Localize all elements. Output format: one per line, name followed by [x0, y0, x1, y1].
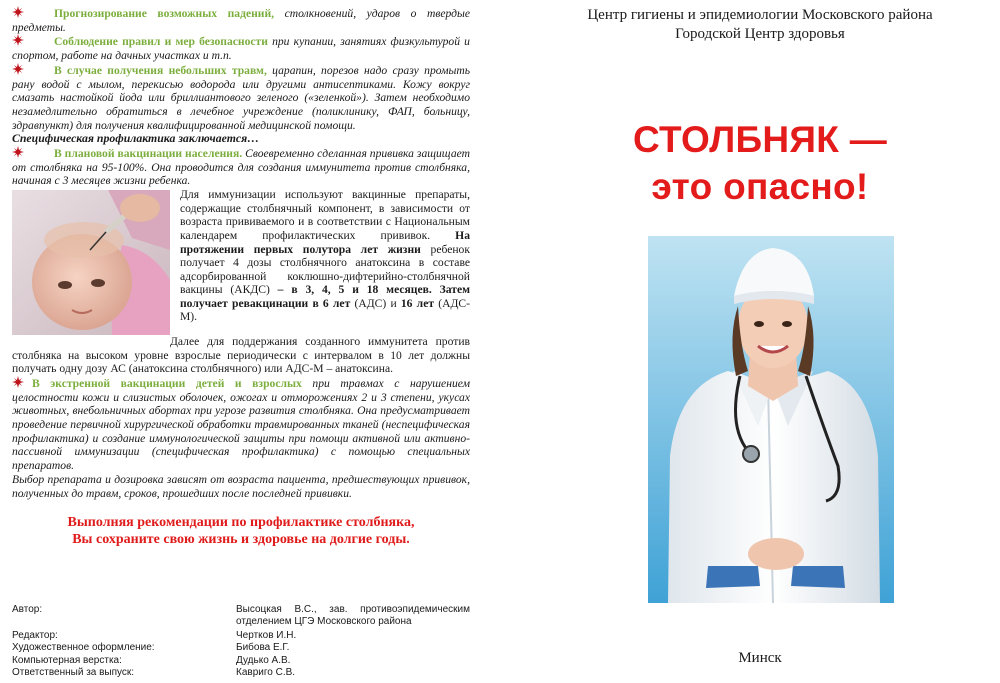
bullet-planned-vaccination	[12, 146, 470, 188]
specific-prophylaxis-heading: Специфическая профилактика заключается…	[12, 131, 260, 146]
bullet-minor-injuries	[12, 63, 470, 133]
bullet-safety-highlight: Соблюдение правил и мер безопасности	[54, 35, 268, 49]
credit-responsible-label: Ответственный за выпуск:	[12, 667, 135, 678]
bullet-prognosis-text: столкновений, ударов о твердые предметы.	[12, 7, 471, 34]
city-name: Минск	[738, 650, 782, 666]
red-star-bullet-icon	[12, 63, 24, 75]
credit-art-label: Художественное оформление:	[12, 642, 155, 653]
red-star-bullet-icon	[12, 6, 24, 18]
drug-choice-text: Выбор препарата и дозировка зависят от возраста пациента, предшествующих прививок, полученных до травм, сроков, прошедших после последней прививки.	[12, 472, 470, 500]
left-panel	[12, 0, 470, 683]
credit-responsible-value: Кавриго С.В.	[236, 667, 296, 678]
vaccination-para1: Для иммунизации используют вакцинные препараты, содержащие столбнячный компонент, в зависимости от возраста прививаемого и в соответствии с Национальным календарем профилактических прививок.	[180, 188, 470, 242]
right-panel	[530, 0, 990, 683]
bullet-emergency-text: при травмах с нарушением целостности кожи и слизистых оболочек, ожогах и отморожениях 2 и 3 степени, укусах животных, внебольничных абортах при угрозе развития столбняка. Она предусматривает проведение первичной хирургической обработки травмированных тканей (неспецифическая профилактика) и создание иммунологической защиты при помощи активной или активно-пассивной иммунизации (специфическая профилактика) с помощью специальных препаратов.	[12, 376, 471, 473]
red-star-bullet-icon	[12, 146, 24, 158]
vaccination-first-years: На протяжении первых полутора лет жизни	[180, 228, 470, 256]
vaccination-schedule: – в 3, 4, 5 и 18 месяцев. Затем получает ревакцинации в 6 лет	[180, 283, 470, 310]
bullet-injuries-highlight: В случае получения небольших травм,	[54, 63, 267, 77]
baby-vaccination-photo	[12, 190, 170, 335]
call-to-action-line2: Вы сохраните свою жизнь и здоровье на долгие годы.	[72, 532, 410, 548]
vaccination-adsm: (АДС-М).	[180, 296, 470, 324]
credit-art-value: Бибова Е.Г.	[236, 642, 290, 653]
bullet-safety-text: при купании, занятиях физкультурой и спортом, работе на дачных участках и т.п.	[12, 35, 470, 63]
vaccination-doses: ребенок получает 4 дозы столбнячного анатоксина в составе адсорбированной коклюшно-дифтерийно-столбнячной вакцины (АКДС)	[180, 242, 470, 297]
bullet-planned-text: Своевременно сделанная прививка защищает от столбняка на 95-100%. Она проводится для создания иммунитета против столбняка, начиная с 3 месяцев жизни ребенка.	[12, 147, 470, 188]
organization-header	[530, 6, 990, 44]
title-line2: это опасно!	[651, 166, 869, 207]
bullet-emergency-vaccination	[12, 376, 470, 473]
credit-layout-value: Дудько А.В.	[236, 655, 291, 666]
organization-name: Центр гигиены и эпидемиологии Московского района	[587, 7, 933, 23]
bullet-prognosis	[12, 6, 470, 34]
bullet-injuries-text: царапин, порезов надо сразу промыть рану водой с мылом, перекисью водорода или другими антисептиками. Кожу вокруг смазать настойкой йода или бриллиантового зеленого («зеленкой»). Затем необходимо незамедлительно обратиться в лечебное учреждение (поликлинику, ФАП, больницу, здравпункт) для получения квалифицированной медицинской помощи.	[12, 63, 470, 132]
credit-author-value: Высоцкая В.С., зав. противоэпидемическим отделением ЦГЭ Московского района	[236, 604, 470, 627]
vaccination-ads: (АДС) и	[350, 296, 401, 310]
nurse-photo	[648, 236, 894, 603]
vaccination-adults: Далее для поддержания созданного иммунитета против столбняка на высоком уровне взрослые периодически с интервалом в 10 лет должны получать одну дозу АС (анатоксина столбнячного) или АДС-М – анатоксина.	[12, 335, 470, 376]
brochure-title	[530, 116, 990, 210]
call-to-action-line1: Выполняя рекомендации по профилактике столбняка,	[67, 515, 415, 531]
credit-editor-label: Редактор:	[12, 630, 58, 641]
organization-subname: Городской Центр здоровья	[675, 26, 845, 42]
bullet-safety-rules	[12, 34, 470, 62]
credit-author-label: Автор:	[12, 604, 43, 615]
red-star-bullet-icon	[12, 34, 24, 46]
bullet-prognosis-highlight: Прогнозирование возможных падений,	[54, 7, 275, 20]
bullet-emergency-highlight: В экстренной вакцинации детей и взрослых	[32, 376, 302, 390]
credit-layout-label: Компьютерная верстка:	[12, 655, 122, 666]
vaccination-16-years: 16 лет	[400, 296, 435, 310]
credit-editor-value: Чертков И.Н.	[236, 630, 297, 641]
bullet-planned-highlight: В плановой вакцинации населения.	[54, 147, 243, 161]
title-line1: СТОЛБНЯК —	[632, 119, 888, 160]
vaccination-section	[12, 188, 470, 376]
red-star-bullet-icon	[12, 376, 24, 388]
